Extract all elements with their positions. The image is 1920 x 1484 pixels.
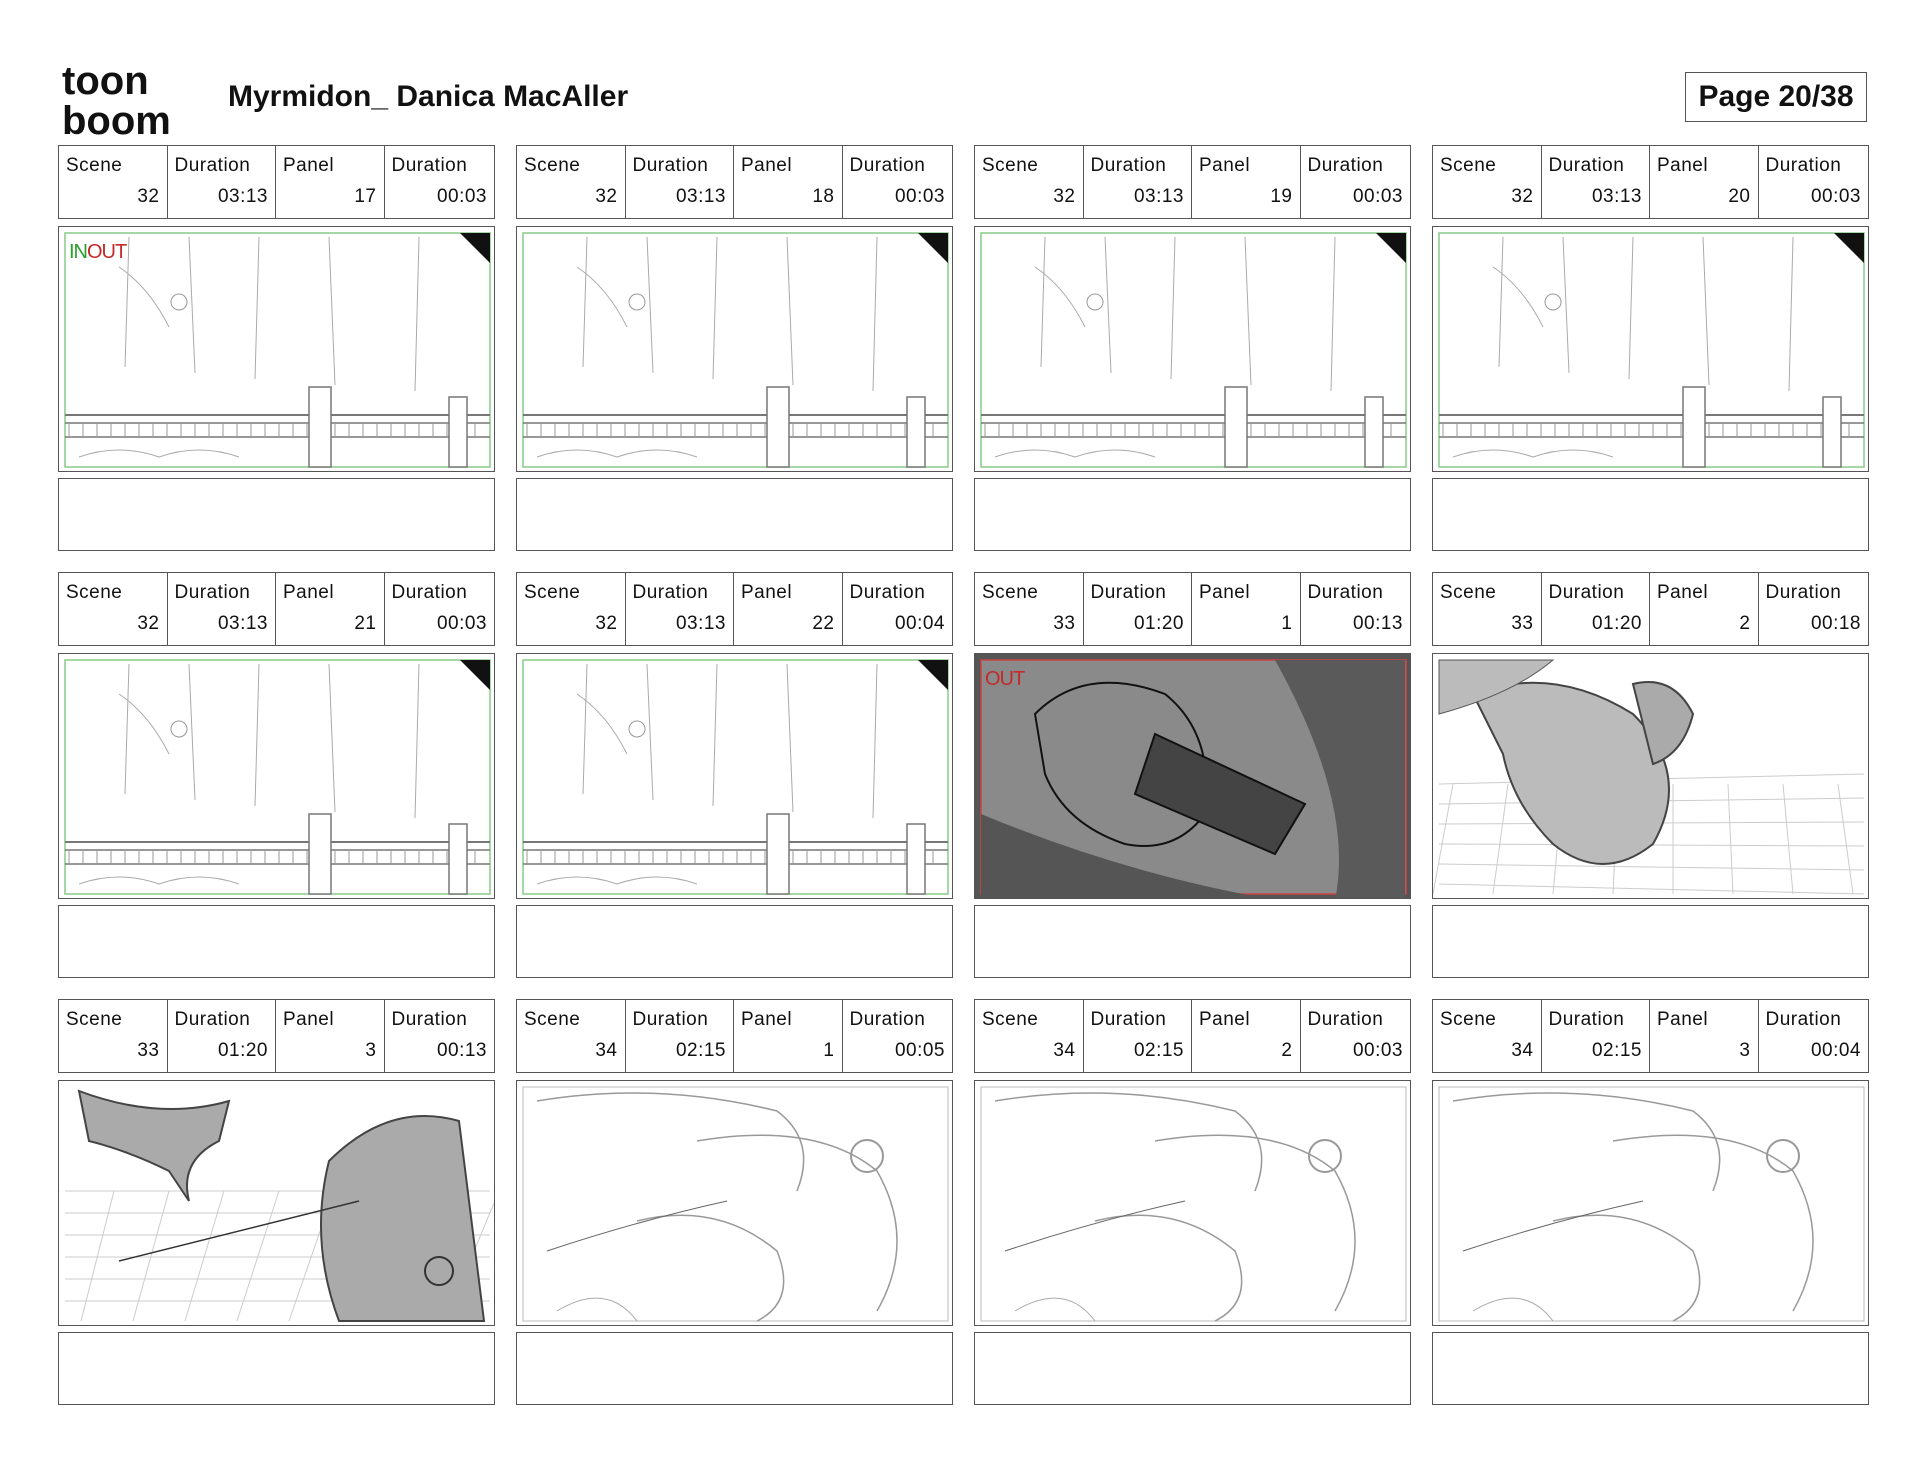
panel-header xyxy=(516,999,953,1073)
panel-duration-cell xyxy=(1759,573,1869,645)
scene-number-value: 32 xyxy=(1053,186,1076,207)
panel-duration-value: 00:03 xyxy=(1810,186,1861,207)
panel-frame[interactable] xyxy=(974,1080,1411,1326)
scene-duration-value: 01:20 xyxy=(217,1040,268,1061)
panel-duration-value: 00:03 xyxy=(436,613,487,634)
panel-duration-cell xyxy=(1301,1000,1411,1072)
scene-duration-cell xyxy=(1542,1000,1651,1072)
in-out-marker xyxy=(69,241,126,264)
panel-header xyxy=(974,999,1411,1073)
panel-number-label: Panel xyxy=(1199,582,1251,603)
panel-number-cell xyxy=(276,573,385,645)
panel-frame[interactable] xyxy=(58,653,495,899)
scene-duration-value: 03:13 xyxy=(675,186,726,207)
scene-number-value: 33 xyxy=(137,1040,160,1061)
scene-number-cell xyxy=(59,1000,168,1072)
panel-number-cell xyxy=(1650,573,1759,645)
panel-number-label: Panel xyxy=(1657,582,1709,603)
panel-header xyxy=(58,145,495,219)
panel-artwork xyxy=(1433,227,1869,472)
panel-duration-label: Duration xyxy=(1307,1009,1384,1030)
panel-duration-value: 00:05 xyxy=(894,1040,945,1061)
panel-duration-cell xyxy=(1759,1000,1869,1072)
panel-frame[interactable] xyxy=(58,1080,495,1326)
scene-duration-label: Duration xyxy=(1090,155,1167,176)
panel-number-value: 1 xyxy=(823,1040,835,1061)
panel-frame[interactable] xyxy=(974,653,1411,899)
panel-number-label: Panel xyxy=(283,582,335,603)
panel-duration-cell xyxy=(843,573,953,645)
panel-notes-box[interactable] xyxy=(1432,905,1869,978)
scene-duration-value: 01:20 xyxy=(1591,613,1642,634)
scene-number-value: 34 xyxy=(1053,1040,1076,1061)
panel-artwork xyxy=(59,1081,495,1326)
panel-number-label: Panel xyxy=(1199,155,1251,176)
panel-frame[interactable] xyxy=(516,1080,953,1326)
panel-frame[interactable] xyxy=(516,653,953,899)
panel-number-label: Panel xyxy=(1657,155,1709,176)
scene-number-value: 32 xyxy=(595,613,618,634)
scene-number-label: Scene xyxy=(1440,1009,1497,1030)
panel-artwork xyxy=(59,654,495,899)
panel-duration-label: Duration xyxy=(1307,582,1384,603)
panel-notes-box[interactable] xyxy=(516,478,953,551)
scene-number-cell xyxy=(1433,1000,1542,1072)
corner-marker xyxy=(1834,233,1864,263)
panel-artwork xyxy=(1433,1081,1869,1326)
panel-artwork xyxy=(1433,654,1869,899)
panel-number-cell xyxy=(1192,146,1301,218)
panel-number-value: 20 xyxy=(1728,186,1751,207)
panel-number-cell xyxy=(734,573,843,645)
scene-number-cell xyxy=(59,573,168,645)
scene-duration-cell xyxy=(1084,573,1193,645)
out-marker: OUT xyxy=(985,668,1025,690)
corner-marker xyxy=(460,660,490,690)
corner-marker xyxy=(460,233,490,263)
scene-duration-cell xyxy=(168,573,277,645)
panel-duration-label: Duration xyxy=(1765,582,1842,603)
panel-duration-value: 00:04 xyxy=(1810,1040,1861,1061)
panel-number-label: Panel xyxy=(283,1009,335,1030)
logo-text-bottom: boom xyxy=(62,99,171,138)
panel-duration-value: 00:18 xyxy=(1810,613,1861,634)
panel-duration-value: 00:03 xyxy=(1352,1040,1403,1061)
panel-number-value: 18 xyxy=(812,186,835,207)
scene-duration-label: Duration xyxy=(1548,155,1625,176)
scene-number-label: Scene xyxy=(66,582,123,603)
panel-duration-label: Duration xyxy=(849,582,926,603)
panel-duration-cell xyxy=(1301,573,1411,645)
panel-number-cell xyxy=(1650,1000,1759,1072)
scene-number-value: 33 xyxy=(1511,613,1534,634)
panel-duration-label: Duration xyxy=(849,1009,926,1030)
scene-number-cell xyxy=(975,573,1084,645)
scene-duration-cell xyxy=(1084,146,1193,218)
panel-duration-cell xyxy=(843,1000,953,1072)
panel-artwork xyxy=(975,654,1411,899)
panel-number-cell xyxy=(276,1000,385,1072)
panel-number-value: 22 xyxy=(812,613,835,634)
panel-duration-cell xyxy=(385,573,495,645)
in-out-marker xyxy=(985,668,1024,691)
panel-notes-box[interactable] xyxy=(974,905,1411,978)
scene-duration-label: Duration xyxy=(1090,582,1167,603)
scene-number-value: 34 xyxy=(595,1040,618,1061)
panel-duration-label: Duration xyxy=(391,582,468,603)
panel-number-value: 1 xyxy=(1281,613,1293,634)
out-marker: OUT xyxy=(87,241,127,263)
panel-notes-box[interactable] xyxy=(974,1332,1411,1405)
scene-duration-cell xyxy=(168,146,277,218)
panel-frame[interactable] xyxy=(516,226,953,472)
panel-number-label: Panel xyxy=(1657,1009,1709,1030)
panel-number-value: 3 xyxy=(1739,1040,1751,1061)
panel-frame[interactable] xyxy=(1432,653,1869,899)
scene-duration-label: Duration xyxy=(174,155,251,176)
panel-number-label: Panel xyxy=(741,155,793,176)
panel-header xyxy=(974,572,1411,646)
panel-header xyxy=(1432,145,1869,219)
scene-number-cell xyxy=(59,146,168,218)
panel-duration-cell xyxy=(385,1000,495,1072)
panel-number-cell xyxy=(1192,573,1301,645)
scene-number-label: Scene xyxy=(524,155,581,176)
panel-artwork xyxy=(975,1081,1411,1326)
scene-duration-value: 02:15 xyxy=(675,1040,726,1061)
panel-header xyxy=(1432,999,1869,1073)
scene-duration-cell xyxy=(626,573,735,645)
scene-number-cell xyxy=(1433,146,1542,218)
panel-duration-cell xyxy=(385,146,495,218)
scene-number-value: 32 xyxy=(137,613,160,634)
panel-number-label: Panel xyxy=(741,582,793,603)
scene-number-value: 33 xyxy=(1053,613,1076,634)
panel-number-value: 19 xyxy=(1270,186,1293,207)
scene-number-label: Scene xyxy=(982,582,1039,603)
scene-number-cell xyxy=(975,1000,1084,1072)
corner-marker xyxy=(1376,233,1406,263)
scene-duration-value: 02:15 xyxy=(1133,1040,1184,1061)
logo-text-top: toon xyxy=(62,60,149,103)
panel-notes-box[interactable] xyxy=(58,478,495,551)
panel-notes-box[interactable] xyxy=(58,905,495,978)
in-marker: IN xyxy=(69,241,87,263)
document-title: Myrmidon_ Danica MacAller xyxy=(228,80,629,113)
panel-duration-value: 00:03 xyxy=(436,186,487,207)
panel-duration-value: 00:13 xyxy=(1352,613,1403,634)
panel-number-value: 2 xyxy=(1739,613,1751,634)
panel-notes-box[interactable] xyxy=(1432,478,1869,551)
scene-number-label: Scene xyxy=(1440,155,1497,176)
scene-number-value: 34 xyxy=(1511,1040,1534,1061)
scene-duration-cell xyxy=(1542,573,1651,645)
scene-duration-cell xyxy=(1542,146,1651,218)
panel-number-label: Panel xyxy=(1199,1009,1251,1030)
panel-duration-value: 00:13 xyxy=(436,1040,487,1061)
panel-number-cell xyxy=(1650,146,1759,218)
scene-number-cell xyxy=(975,146,1084,218)
panel-header xyxy=(974,145,1411,219)
scene-number-label: Scene xyxy=(982,155,1039,176)
scene-number-label: Scene xyxy=(982,1009,1039,1030)
corner-marker xyxy=(918,233,948,263)
scene-duration-value: 02:15 xyxy=(1591,1040,1642,1061)
scene-duration-label: Duration xyxy=(174,582,251,603)
scene-duration-value: 03:13 xyxy=(675,613,726,634)
scene-number-cell xyxy=(517,573,626,645)
panel-duration-label: Duration xyxy=(391,155,468,176)
scene-number-value: 32 xyxy=(595,186,618,207)
scene-duration-label: Duration xyxy=(1090,1009,1167,1030)
panel-header xyxy=(1432,572,1869,646)
scene-duration-cell xyxy=(626,146,735,218)
panel-duration-value: 00:03 xyxy=(1352,186,1403,207)
corner-marker xyxy=(918,660,948,690)
scene-duration-value: 03:13 xyxy=(1591,186,1642,207)
scene-duration-cell xyxy=(1084,1000,1193,1072)
scene-duration-label: Duration xyxy=(1548,1009,1625,1030)
panel-duration-value: 00:04 xyxy=(894,613,945,634)
panel-duration-cell xyxy=(1301,146,1411,218)
panel-notes-box[interactable] xyxy=(516,905,953,978)
panel-duration-label: Duration xyxy=(849,155,926,176)
panel-number-label: Panel xyxy=(741,1009,793,1030)
scene-duration-label: Duration xyxy=(1548,582,1625,603)
panel-notes-box[interactable] xyxy=(516,1332,953,1405)
panel-header xyxy=(516,572,953,646)
panel-frame[interactable] xyxy=(974,226,1411,472)
scene-number-value: 32 xyxy=(1511,186,1534,207)
scene-number-value: 32 xyxy=(137,186,160,207)
scene-number-label: Scene xyxy=(524,582,581,603)
panel-number-value: 2 xyxy=(1281,1040,1293,1061)
panel-notes-box[interactable] xyxy=(974,478,1411,551)
scene-duration-value: 01:20 xyxy=(1133,613,1184,634)
panel-duration-label: Duration xyxy=(391,1009,468,1030)
panel-number-cell xyxy=(734,146,843,218)
scene-duration-cell xyxy=(626,1000,735,1072)
panel-duration-cell xyxy=(843,146,953,218)
scene-duration-label: Duration xyxy=(632,1009,709,1030)
panel-duration-label: Duration xyxy=(1307,155,1384,176)
panel-header xyxy=(58,572,495,646)
panel-duration-cell xyxy=(1759,146,1869,218)
panel-number-value: 17 xyxy=(354,186,377,207)
scene-duration-cell xyxy=(168,1000,277,1072)
scene-number-label: Scene xyxy=(524,1009,581,1030)
panel-number-value: 21 xyxy=(354,613,377,634)
toonboom-logo xyxy=(62,60,202,138)
panel-duration-label: Duration xyxy=(1765,1009,1842,1030)
panel-number-value: 3 xyxy=(365,1040,377,1061)
scene-duration-label: Duration xyxy=(632,155,709,176)
scene-number-label: Scene xyxy=(66,155,123,176)
panel-number-cell xyxy=(734,1000,843,1072)
panel-number-label: Panel xyxy=(283,155,335,176)
panel-notes-box[interactable] xyxy=(1432,1332,1869,1405)
panel-frame[interactable] xyxy=(1432,1080,1869,1326)
scene-duration-value: 03:13 xyxy=(217,613,268,634)
scene-number-cell xyxy=(1433,573,1542,645)
panel-number-cell xyxy=(276,146,385,218)
scene-duration-value: 03:13 xyxy=(1133,186,1184,207)
scene-number-cell xyxy=(517,1000,626,1072)
panel-artwork xyxy=(975,227,1411,472)
panel-number-cell xyxy=(1192,1000,1301,1072)
scene-number-label: Scene xyxy=(66,1009,123,1030)
scene-number-label: Scene xyxy=(1440,582,1497,603)
panel-artwork xyxy=(517,227,953,472)
scene-duration-value: 03:13 xyxy=(217,186,268,207)
page-number: Page 20/38 xyxy=(1685,72,1867,122)
panel-artwork xyxy=(517,1081,953,1326)
panel-duration-value: 00:03 xyxy=(894,186,945,207)
panel-duration-label: Duration xyxy=(1765,155,1842,176)
panel-frame[interactable] xyxy=(58,226,495,472)
panel-notes-box[interactable] xyxy=(58,1332,495,1405)
scene-number-cell xyxy=(517,146,626,218)
panel-frame[interactable] xyxy=(1432,226,1869,472)
panel-header xyxy=(516,145,953,219)
scene-duration-label: Duration xyxy=(632,582,709,603)
panel-artwork xyxy=(517,654,953,899)
scene-duration-label: Duration xyxy=(174,1009,251,1030)
panel-header xyxy=(58,999,495,1073)
